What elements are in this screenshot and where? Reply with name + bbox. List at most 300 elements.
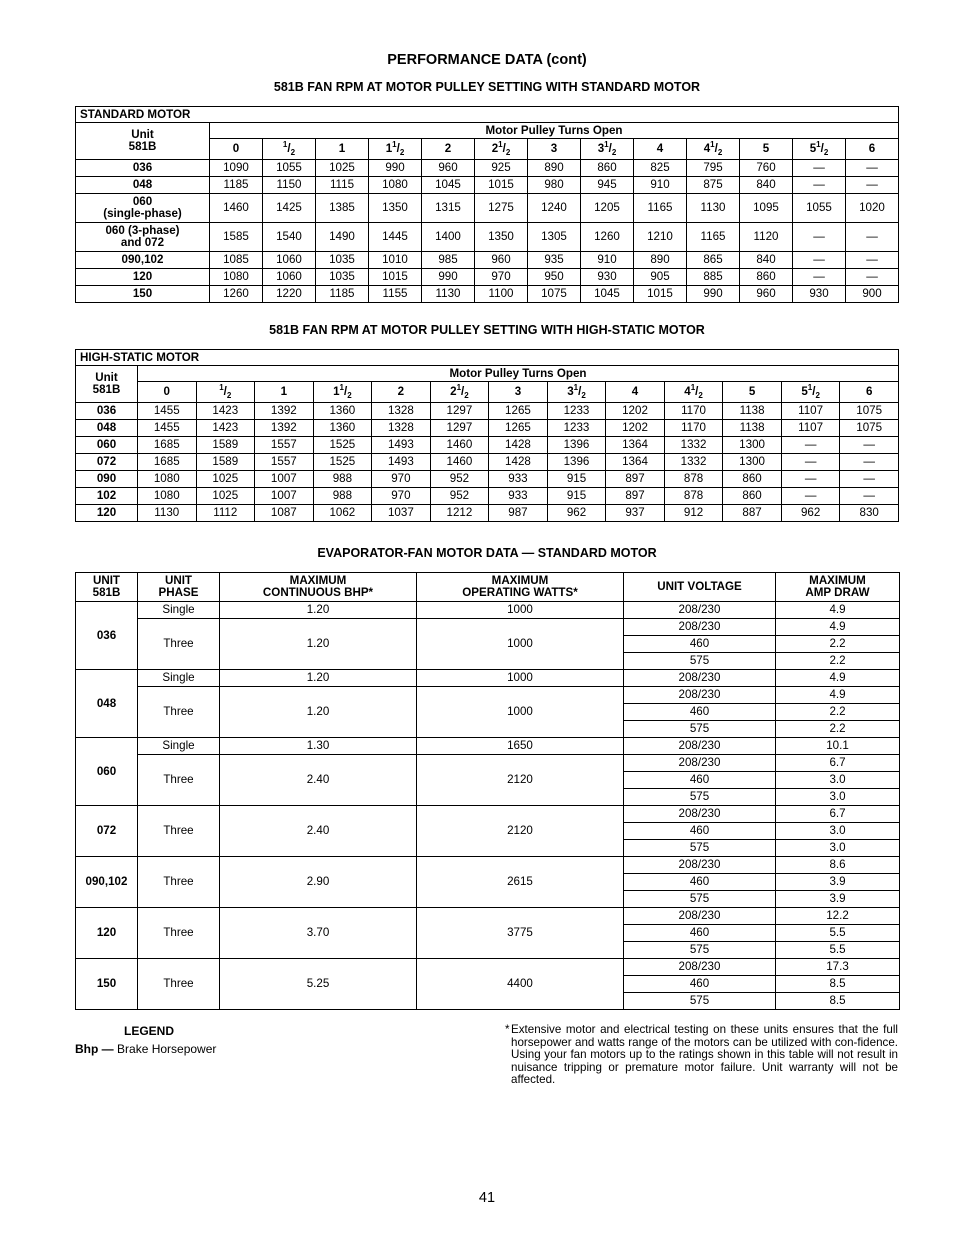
legend-definition: Brake Horsepower	[117, 1042, 217, 1056]
rpm-cell: 1392	[255, 420, 314, 437]
voltage-cell: 575	[624, 891, 776, 908]
column-header: UNIT 581B	[76, 573, 138, 602]
rpm-cell: 915	[547, 488, 606, 505]
rpm-cell: 933	[489, 471, 548, 488]
rpm-cell: 1220	[263, 286, 316, 303]
rpm-cell: 1493	[372, 437, 431, 454]
standard-motor-rpm-table	[75, 106, 899, 303]
rpm-cell: 1075	[528, 286, 581, 303]
rpm-cell: 988	[313, 471, 372, 488]
rpm-cell: 1080	[138, 471, 197, 488]
unit-cell: 060 (3-phase) and 072	[76, 223, 210, 252]
turns-col-header: $5^1/_2$	[781, 382, 840, 403]
rpm-cell: 1460	[430, 437, 489, 454]
rpm-cell: 1240	[528, 194, 581, 223]
amp-draw-cell: 3.0	[776, 840, 900, 857]
amp-draw-cell: 8.6	[776, 857, 900, 874]
rpm-cell: —	[840, 437, 899, 454]
rpm-cell: 987	[489, 505, 548, 522]
rpm-cell: 1015	[369, 269, 422, 286]
rpm-cell: 1112	[196, 505, 255, 522]
turns-col-header: 5	[723, 382, 782, 403]
table-row	[76, 454, 899, 471]
rpm-cell: 1080	[210, 269, 263, 286]
rpm-cell: 1025	[196, 488, 255, 505]
phase-cell: Three	[138, 755, 220, 806]
amp-draw-cell: 4.9	[776, 602, 900, 619]
rpm-cell: —	[781, 454, 840, 471]
rpm-cell: 1455	[138, 420, 197, 437]
legend-term: Bhp —	[75, 1042, 114, 1056]
unit-cell: 060 (single-phase)	[76, 194, 210, 223]
rpm-cell: 1328	[372, 420, 431, 437]
bhp-cell: 1.20	[220, 670, 417, 687]
rpm-cell: 1007	[255, 471, 314, 488]
rpm-cell: 1557	[255, 437, 314, 454]
rpm-cell: 860	[740, 269, 793, 286]
amp-draw-cell: 6.7	[776, 755, 900, 772]
table-row	[76, 437, 899, 454]
rpm-cell: 952	[430, 488, 489, 505]
rpm-cell: 1075	[840, 420, 899, 437]
voltage-cell: 208/230	[624, 908, 776, 925]
rpm-cell: 1350	[369, 194, 422, 223]
table-row	[76, 670, 900, 687]
unit-cell: 120	[76, 505, 138, 522]
voltage-cell: 575	[624, 942, 776, 959]
turns-col-header: 0	[138, 382, 197, 403]
rpm-cell: 1315	[422, 194, 475, 223]
table-row	[76, 959, 900, 976]
rpm-cell: 1100	[475, 286, 528, 303]
rpm-cell: 1015	[634, 286, 687, 303]
voltage-cell: 575	[624, 653, 776, 670]
amp-draw-cell: 3.0	[776, 772, 900, 789]
table-row	[76, 619, 900, 636]
column-header: MAXIMUM CONTINUOUS BHP*	[220, 573, 417, 602]
turns-col-header: 1	[255, 382, 314, 403]
rpm-cell: 1037	[372, 505, 431, 522]
rpm-cell: 875	[687, 177, 740, 194]
rpm-cell: 960	[422, 160, 475, 177]
unit-column-header: Unit 581B	[76, 366, 138, 403]
rpm-cell: 1090	[210, 160, 263, 177]
voltage-cell: 460	[624, 925, 776, 942]
turns-col-header: 1	[316, 139, 369, 160]
watts-cell: 1000	[417, 687, 624, 738]
unit-cell: 090,102	[76, 857, 138, 908]
rpm-cell: 905	[634, 269, 687, 286]
phase-cell: Three	[138, 857, 220, 908]
rpm-cell: 1297	[430, 420, 489, 437]
rpm-cell: 1095	[740, 194, 793, 223]
legend-item	[75, 1042, 216, 1056]
rpm-cell: 897	[606, 471, 665, 488]
unit-cell: 120	[76, 908, 138, 959]
rpm-cell: 945	[581, 177, 634, 194]
table-row	[76, 160, 899, 177]
table-row	[76, 857, 900, 874]
rpm-cell: 925	[475, 160, 528, 177]
rpm-cell: 1138	[723, 420, 782, 437]
rpm-cell: 1423	[196, 403, 255, 420]
voltage-cell: 460	[624, 636, 776, 653]
voltage-cell: 208/230	[624, 602, 776, 619]
rpm-cell: 830	[840, 505, 899, 522]
rpm-cell: 1490	[316, 223, 369, 252]
rpm-cell: 1589	[196, 454, 255, 471]
rpm-cell: 1130	[422, 286, 475, 303]
watts-cell: 4400	[417, 959, 624, 1010]
voltage-cell: 575	[624, 840, 776, 857]
rpm-cell: 1589	[196, 437, 255, 454]
watts-cell: 3775	[417, 908, 624, 959]
legend-title: LEGEND	[124, 1024, 175, 1038]
amp-draw-cell: 4.9	[776, 670, 900, 687]
amp-draw-cell: 3.9	[776, 874, 900, 891]
rpm-cell: 1130	[138, 505, 197, 522]
rpm-cell: 1165	[634, 194, 687, 223]
rpm-cell: 985	[422, 252, 475, 269]
turns-col-header: $2^1/_2$	[475, 139, 528, 160]
amp-draw-cell: 8.5	[776, 993, 900, 1010]
rpm-cell: 1130	[687, 194, 740, 223]
voltage-cell: 460	[624, 772, 776, 789]
rpm-cell: 990	[687, 286, 740, 303]
rpm-cell: —	[846, 223, 899, 252]
rpm-cell: 1260	[210, 286, 263, 303]
high-static-motor-rpm-table	[75, 349, 899, 522]
phase-cell: Single	[138, 670, 220, 687]
watts-cell: 1000	[417, 602, 624, 619]
rpm-cell: —	[781, 471, 840, 488]
table-header: HIGH-STATIC MOTOR	[76, 350, 899, 366]
rpm-cell: 1364	[606, 454, 665, 471]
rpm-cell: 1138	[723, 403, 782, 420]
footnote	[505, 1024, 898, 1087]
rpm-cell: 1115	[316, 177, 369, 194]
rpm-cell: 962	[781, 505, 840, 522]
phase-cell: Single	[138, 602, 220, 619]
column-header: MAXIMUM OPERATING WATTS*	[417, 573, 624, 602]
bhp-cell: 2.90	[220, 857, 417, 908]
bhp-cell: 2.40	[220, 806, 417, 857]
rpm-cell: 860	[723, 471, 782, 488]
rpm-cell: 990	[369, 160, 422, 177]
rpm-cell: 1015	[475, 177, 528, 194]
table-row	[76, 738, 900, 755]
rpm-cell: 1202	[606, 403, 665, 420]
rpm-cell: 935	[528, 252, 581, 269]
turns-col-header: 5	[740, 139, 793, 160]
rpm-cell: 1493	[372, 454, 431, 471]
voltage-cell: 208/230	[624, 738, 776, 755]
table2-title: 581B FAN RPM AT MOTOR PULLEY SETTING WITH HIGH-STATIC MOTOR	[269, 323, 705, 337]
table-row	[76, 403, 899, 420]
rpm-cell: 1685	[138, 454, 197, 471]
rpm-cell: 1445	[369, 223, 422, 252]
rpm-cell: 1425	[263, 194, 316, 223]
rpm-cell: 1233	[547, 420, 606, 437]
rpm-cell: 1260	[581, 223, 634, 252]
rpm-cell: 1350	[475, 223, 528, 252]
rpm-cell: 1396	[547, 437, 606, 454]
rpm-cell: 1392	[255, 403, 314, 420]
voltage-cell: 575	[624, 721, 776, 738]
rpm-cell: 1557	[255, 454, 314, 471]
rpm-cell: 825	[634, 160, 687, 177]
rpm-cell: 890	[528, 160, 581, 177]
rpm-cell: 1010	[369, 252, 422, 269]
table-row	[76, 269, 899, 286]
rpm-cell: 1297	[430, 403, 489, 420]
rpm-cell: 1185	[316, 286, 369, 303]
unit-cell: 048	[76, 177, 210, 194]
rpm-cell: 840	[740, 252, 793, 269]
rpm-cell: 962	[547, 505, 606, 522]
unit-cell: 120	[76, 269, 210, 286]
rpm-cell: 860	[581, 160, 634, 177]
rpm-cell: 1025	[196, 471, 255, 488]
rpm-cell: 1540	[263, 223, 316, 252]
rpm-cell: 840	[740, 177, 793, 194]
rpm-cell: 950	[528, 269, 581, 286]
voltage-cell: 208/230	[624, 619, 776, 636]
rpm-cell: 890	[634, 252, 687, 269]
turns-col-header: $5^1/_2$	[793, 139, 846, 160]
rpm-cell: 1185	[210, 177, 263, 194]
pulley-turns-header: Motor Pulley Turns Open	[210, 123, 899, 139]
rpm-cell: 1300	[723, 454, 782, 471]
table-row	[76, 602, 900, 619]
table-row	[76, 687, 900, 704]
rpm-cell: 865	[687, 252, 740, 269]
voltage-cell: 208/230	[624, 959, 776, 976]
rpm-cell: 933	[489, 488, 548, 505]
rpm-cell: 1265	[489, 403, 548, 420]
unit-cell: 072	[76, 454, 138, 471]
table-row	[76, 471, 899, 488]
rpm-cell: 1385	[316, 194, 369, 223]
rpm-cell: 760	[740, 160, 793, 177]
amp-draw-cell: 4.9	[776, 687, 900, 704]
table-row	[76, 806, 900, 823]
rpm-cell: 878	[664, 471, 723, 488]
rpm-cell: 1035	[316, 269, 369, 286]
bhp-cell: 2.40	[220, 755, 417, 806]
rpm-cell: —	[840, 488, 899, 505]
rpm-cell: 1332	[664, 454, 723, 471]
amp-draw-cell: 10.1	[776, 738, 900, 755]
table-row	[76, 194, 899, 223]
phase-cell: Three	[138, 687, 220, 738]
rpm-cell: 1155	[369, 286, 422, 303]
rpm-cell: 1202	[606, 420, 665, 437]
rpm-cell: 1396	[547, 454, 606, 471]
column-header: UNIT VOLTAGE	[624, 573, 776, 602]
unit-cell: 102	[76, 488, 138, 505]
voltage-cell: 575	[624, 993, 776, 1010]
footnote-text: Extensive motor and electrical testing on these units ensures that the full horsepower and watts range of the motors can be utilized with con-fidence. Using your fan motors up to the ratings shown in this table will not result in nuisance tripping or premature motor failure. Unit warranty will not be affected.	[511, 1023, 898, 1086]
voltage-cell: 460	[624, 976, 776, 993]
unit-cell: 150	[76, 286, 210, 303]
rpm-cell: 988	[313, 488, 372, 505]
rpm-cell: —	[846, 177, 899, 194]
rpm-cell: 1423	[196, 420, 255, 437]
rpm-cell: 1205	[581, 194, 634, 223]
turns-col-header: $4^1/_2$	[664, 382, 723, 403]
turns-col-header: 6	[840, 382, 899, 403]
rpm-cell: 1460	[210, 194, 263, 223]
rpm-cell: 1165	[687, 223, 740, 252]
column-header: MAXIMUM AMP DRAW	[776, 573, 900, 602]
turns-col-header: $1^1/_2$	[369, 139, 422, 160]
voltage-cell: 208/230	[624, 755, 776, 772]
rpm-cell: 970	[475, 269, 528, 286]
rpm-cell: 1107	[781, 420, 840, 437]
unit-cell: 090,102	[76, 252, 210, 269]
unit-column-header: Unit 581B	[76, 123, 210, 160]
table-row	[76, 755, 900, 772]
rpm-cell: 1025	[316, 160, 369, 177]
rpm-cell: 900	[846, 286, 899, 303]
rpm-cell: 1020	[846, 194, 899, 223]
table-row	[76, 488, 899, 505]
phase-cell: Three	[138, 619, 220, 670]
rpm-cell: —	[793, 177, 846, 194]
rpm-cell: 1685	[138, 437, 197, 454]
watts-cell: 2120	[417, 806, 624, 857]
rpm-cell: —	[840, 454, 899, 471]
rpm-cell: 795	[687, 160, 740, 177]
rpm-cell: —	[846, 252, 899, 269]
rpm-cell: 960	[740, 286, 793, 303]
table-header: STANDARD MOTOR	[76, 107, 899, 123]
rpm-cell: 1305	[528, 223, 581, 252]
amp-draw-cell: 6.7	[776, 806, 900, 823]
unit-cell: 060	[76, 738, 138, 806]
rpm-cell: 1428	[489, 454, 548, 471]
rpm-cell: —	[846, 269, 899, 286]
table-row	[76, 177, 899, 194]
rpm-cell: 952	[430, 471, 489, 488]
table-row	[76, 505, 899, 522]
amp-draw-cell: 17.3	[776, 959, 900, 976]
rpm-cell: 1045	[581, 286, 634, 303]
bhp-cell: 1.20	[220, 687, 417, 738]
rpm-cell: 1080	[369, 177, 422, 194]
unit-cell: 036	[76, 160, 210, 177]
turns-col-header: 2	[422, 139, 475, 160]
phase-cell: Three	[138, 806, 220, 857]
rpm-cell: 1265	[489, 420, 548, 437]
table-row	[76, 420, 899, 437]
rpm-cell: 1360	[313, 420, 372, 437]
evaporator-fan-motor-table	[75, 572, 900, 1010]
rpm-cell: 910	[581, 252, 634, 269]
watts-cell: 1000	[417, 619, 624, 670]
rpm-cell: —	[840, 471, 899, 488]
unit-cell: 048	[76, 670, 138, 738]
voltage-cell: 208/230	[624, 806, 776, 823]
amp-draw-cell: 12.2	[776, 908, 900, 925]
rpm-cell: 1525	[313, 437, 372, 454]
watts-cell: 2120	[417, 755, 624, 806]
rpm-cell: 1055	[793, 194, 846, 223]
page-title: PERFORMANCE DATA (cont)	[387, 52, 587, 68]
rpm-cell: 878	[664, 488, 723, 505]
rpm-cell: 1300	[723, 437, 782, 454]
table-row	[76, 223, 899, 252]
rpm-cell: 1120	[740, 223, 793, 252]
rpm-cell: —	[793, 252, 846, 269]
rpm-cell: 1328	[372, 403, 431, 420]
page-number: 41	[478, 1190, 496, 1206]
rpm-cell: 1060	[263, 252, 316, 269]
table-row	[76, 286, 899, 303]
rpm-cell: 1585	[210, 223, 263, 252]
rpm-cell: —	[793, 160, 846, 177]
rpm-cell: 1007	[255, 488, 314, 505]
turns-col-header: 0	[210, 139, 263, 160]
rpm-cell: 1055	[263, 160, 316, 177]
rpm-cell: 930	[793, 286, 846, 303]
turns-col-header: 3	[489, 382, 548, 403]
unit-cell: 036	[76, 602, 138, 670]
voltage-cell: 575	[624, 789, 776, 806]
turns-col-header: 6	[846, 139, 899, 160]
rpm-cell: 1364	[606, 437, 665, 454]
rpm-cell: 1525	[313, 454, 372, 471]
rpm-cell: 887	[723, 505, 782, 522]
voltage-cell: 208/230	[624, 857, 776, 874]
rpm-cell: 1107	[781, 403, 840, 420]
bhp-cell: 1.30	[220, 738, 417, 755]
turns-col-header: $3^1/_2$	[581, 139, 634, 160]
rpm-cell: 1085	[210, 252, 263, 269]
rpm-cell: —	[781, 488, 840, 505]
voltage-cell: 460	[624, 823, 776, 840]
table3-title: EVAPORATOR-FAN MOTOR DATA — STANDARD MOTOR	[317, 546, 657, 560]
amp-draw-cell: 5.5	[776, 925, 900, 942]
rpm-cell: 970	[372, 488, 431, 505]
rpm-cell: 1428	[489, 437, 548, 454]
amp-draw-cell: 2.2	[776, 704, 900, 721]
unit-cell: 048	[76, 420, 138, 437]
rpm-cell: —	[793, 269, 846, 286]
amp-draw-cell: 5.5	[776, 942, 900, 959]
turns-col-header: 4	[606, 382, 665, 403]
amp-draw-cell: 2.2	[776, 636, 900, 653]
bhp-cell: 5.25	[220, 959, 417, 1010]
turns-col-header: $^1/_2$	[196, 382, 255, 403]
rpm-cell: 1062	[313, 505, 372, 522]
rpm-cell: 912	[664, 505, 723, 522]
unit-cell: 060	[76, 437, 138, 454]
rpm-cell: 960	[475, 252, 528, 269]
rpm-cell: 1233	[547, 403, 606, 420]
watts-cell: 1000	[417, 670, 624, 687]
bhp-cell: 1.20	[220, 619, 417, 670]
rpm-cell: 1060	[263, 269, 316, 286]
table-row	[76, 252, 899, 269]
rpm-cell: 930	[581, 269, 634, 286]
rpm-cell: —	[846, 160, 899, 177]
turns-col-header: $4^1/_2$	[687, 139, 740, 160]
rpm-cell: 980	[528, 177, 581, 194]
rpm-cell: 915	[547, 471, 606, 488]
phase-cell: Three	[138, 908, 220, 959]
